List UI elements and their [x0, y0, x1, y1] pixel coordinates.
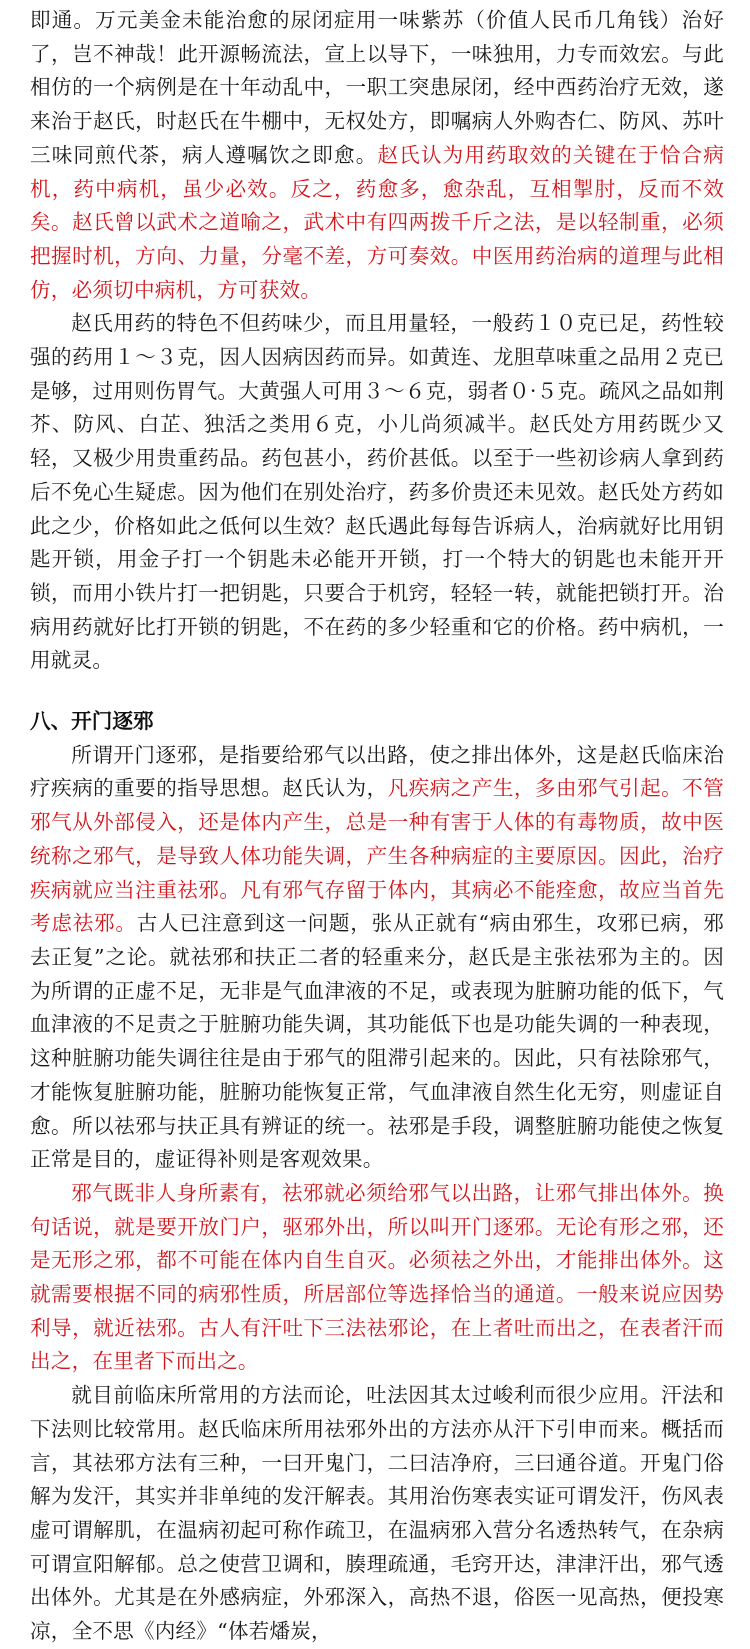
- paragraph-3-text-b: 古人已注意到这一问题，张从正就有“病由邪生，攻邪已病，邪去正复”之论。就祛邪和扶正二者的轻重来分，赵氏是主张祛邪为主的。因为所谓的正虚不足，无非是气血津液的不足，或表现为脏腑功能的低下，气血津液的不足责之于脏腑功能失调，其功能低下也是功能失调的一种表现，这种脏腑功能失调往往是由于邪气的阻滞引起来的。因此，只有祛除邪气，才能恢复脏腑功能，脏腑功能恢复正常，气血津液自然生化无穷，则虚证自愈。所以祛邪与扶正具有辨证的统一。祛邪是手段，调整脏腑功能使之恢复正常是目的，虚证得补则是客观效果。: [30, 911, 724, 1172]
- paragraph-1: [30, 4, 724, 307]
- section-heading: 八、开门逐邪: [30, 709, 154, 734]
- paragraph-3-text-a: 所谓开门逐邪，是指要给邪气以出路，使之排出体外，这是赵氏临床治疗疾病的重要的指导思想。赵氏认为，: [30, 742, 724, 801]
- paragraph-3: [30, 739, 724, 1177]
- paragraph-3-highlight: 凡疾病之产生，多由邪气引起。不管邪气从外部侵入，还是体内产生，总是一种有害于人体的有毒物质，故中医统称之邪气，是导致人体功能失调，产生各种病症的主要原因。因此，治疗疾病就应当注重祛邪。凡有邪气存留于体内，其病必不能痊愈，故应当首先考虑祛邪。: [30, 776, 724, 936]
- paragraph-1-highlight: 赵氏认为用药取效的关键在于恰合病机，药中病机，虽少必效。反之，药愈多，愈杂乱，互相掣肘，反而不效矣。赵氏曾以武术之道喻之，武术中有四两拨千斤之法，是以轻制重，必须把握时机，方向、力量，分毫不差，方可奏效。中医用药治病的道理与此相仿，必须切中病机，方可获效。: [30, 142, 725, 302]
- paragraph-5: 就目前临床所常用的方法而论，吐法因其太过峻利而很少应用。汗法和下法则比较常用。赵氏临床所用祛邪外出的方法亦从汗下引申而来。概括而言，其祛邪方法有三种，一曰开鬼门，二曰洁净府，三曰通谷道。开鬼门俗解为发汗，其实并非单纯的发汗解表。其用治伤寒表实证可谓发汗，伤风表虚可谓解肌，在温病初起可称作疏卫，在温病邪入营分名透热转气，在杂病可谓宣阳解郁。总之使营卫调和，腠理疏通，毛窍开达，津津汗出，邪气透出体外。尤其是在外感病症，外邪深入，高热不退，俗医一见高热，便投寒凉，全不思《内经》“体若燔炭，: [30, 1383, 724, 1644]
- paragraph-4-highlight: 邪气既非人身所素有，祛邪就必须给邪气以出路，让邪气排出体外。换句话说，就是要开放门户，驱邪外出，所以叫开门逐邪。无论有形之邪，还是无形之邪，都不可能在体内自生自灭。必须祛之外出，才能排出体外。这就需要根据不同的病邪性质，所居部位等选择恰当的通道。一般来说应因势利导，就近祛邪。古人有汗吐下三法祛邪论，在上者吐而出之，在表者汗而出之，在里者下而出之。: [30, 1180, 724, 1374]
- paragraph-2: 赵氏用药的特色不但药味少，而且用量轻，一般药１０克已足，药性较强的药用１～３克，因人因病因药而异。如黄连、龙胆草味重之品用２克已是够，过用则伤胃气。大黄强人可用３～６克，弱者０·５克。疏风之品如荆芥、防风、白芷、独活之类用６克，小儿尚须减半。赵氏处方用药既少又轻，又极少用贵重药品。药包甚小，药价甚低。以至于一些初诊病人拿到药后不免心生疑虑。因为他们在别处治疗，药多价贵还未见效。赵氏处方药如此之少，价格如此之低何以生效？赵氏遇此每每告诉病人，治病就好比用钥匙开锁，用金子打一个钥匙未必能开开锁，打一个特大的钥匙也未能开开锁，而用小铁片打一把钥匙，只要合于机窍，轻轻一转，就能把锁打开。治病用药就好比打开锁的钥匙，不在药的多少轻重和它的价格。药中病机，一用就灵。: [30, 311, 724, 673]
- paragraph-1-text: 即通。万元美金未能治愈的尿闭症用一味紫苏（价值人民币几角钱）治好了，岂不神哉！此开源畅流法，宣上以导下，一味独用，力专而效宏。与此相仿的一个病例是在十年动乱中，一职工突患尿闭，经中西药治疗无效，遂来治于赵氏，时赵氏在牛棚中，无权处方，即嘱病人外购杏仁、防风、苏叶三味同煎代茶，病人遵嘱饮之即愈。: [30, 8, 724, 167]
